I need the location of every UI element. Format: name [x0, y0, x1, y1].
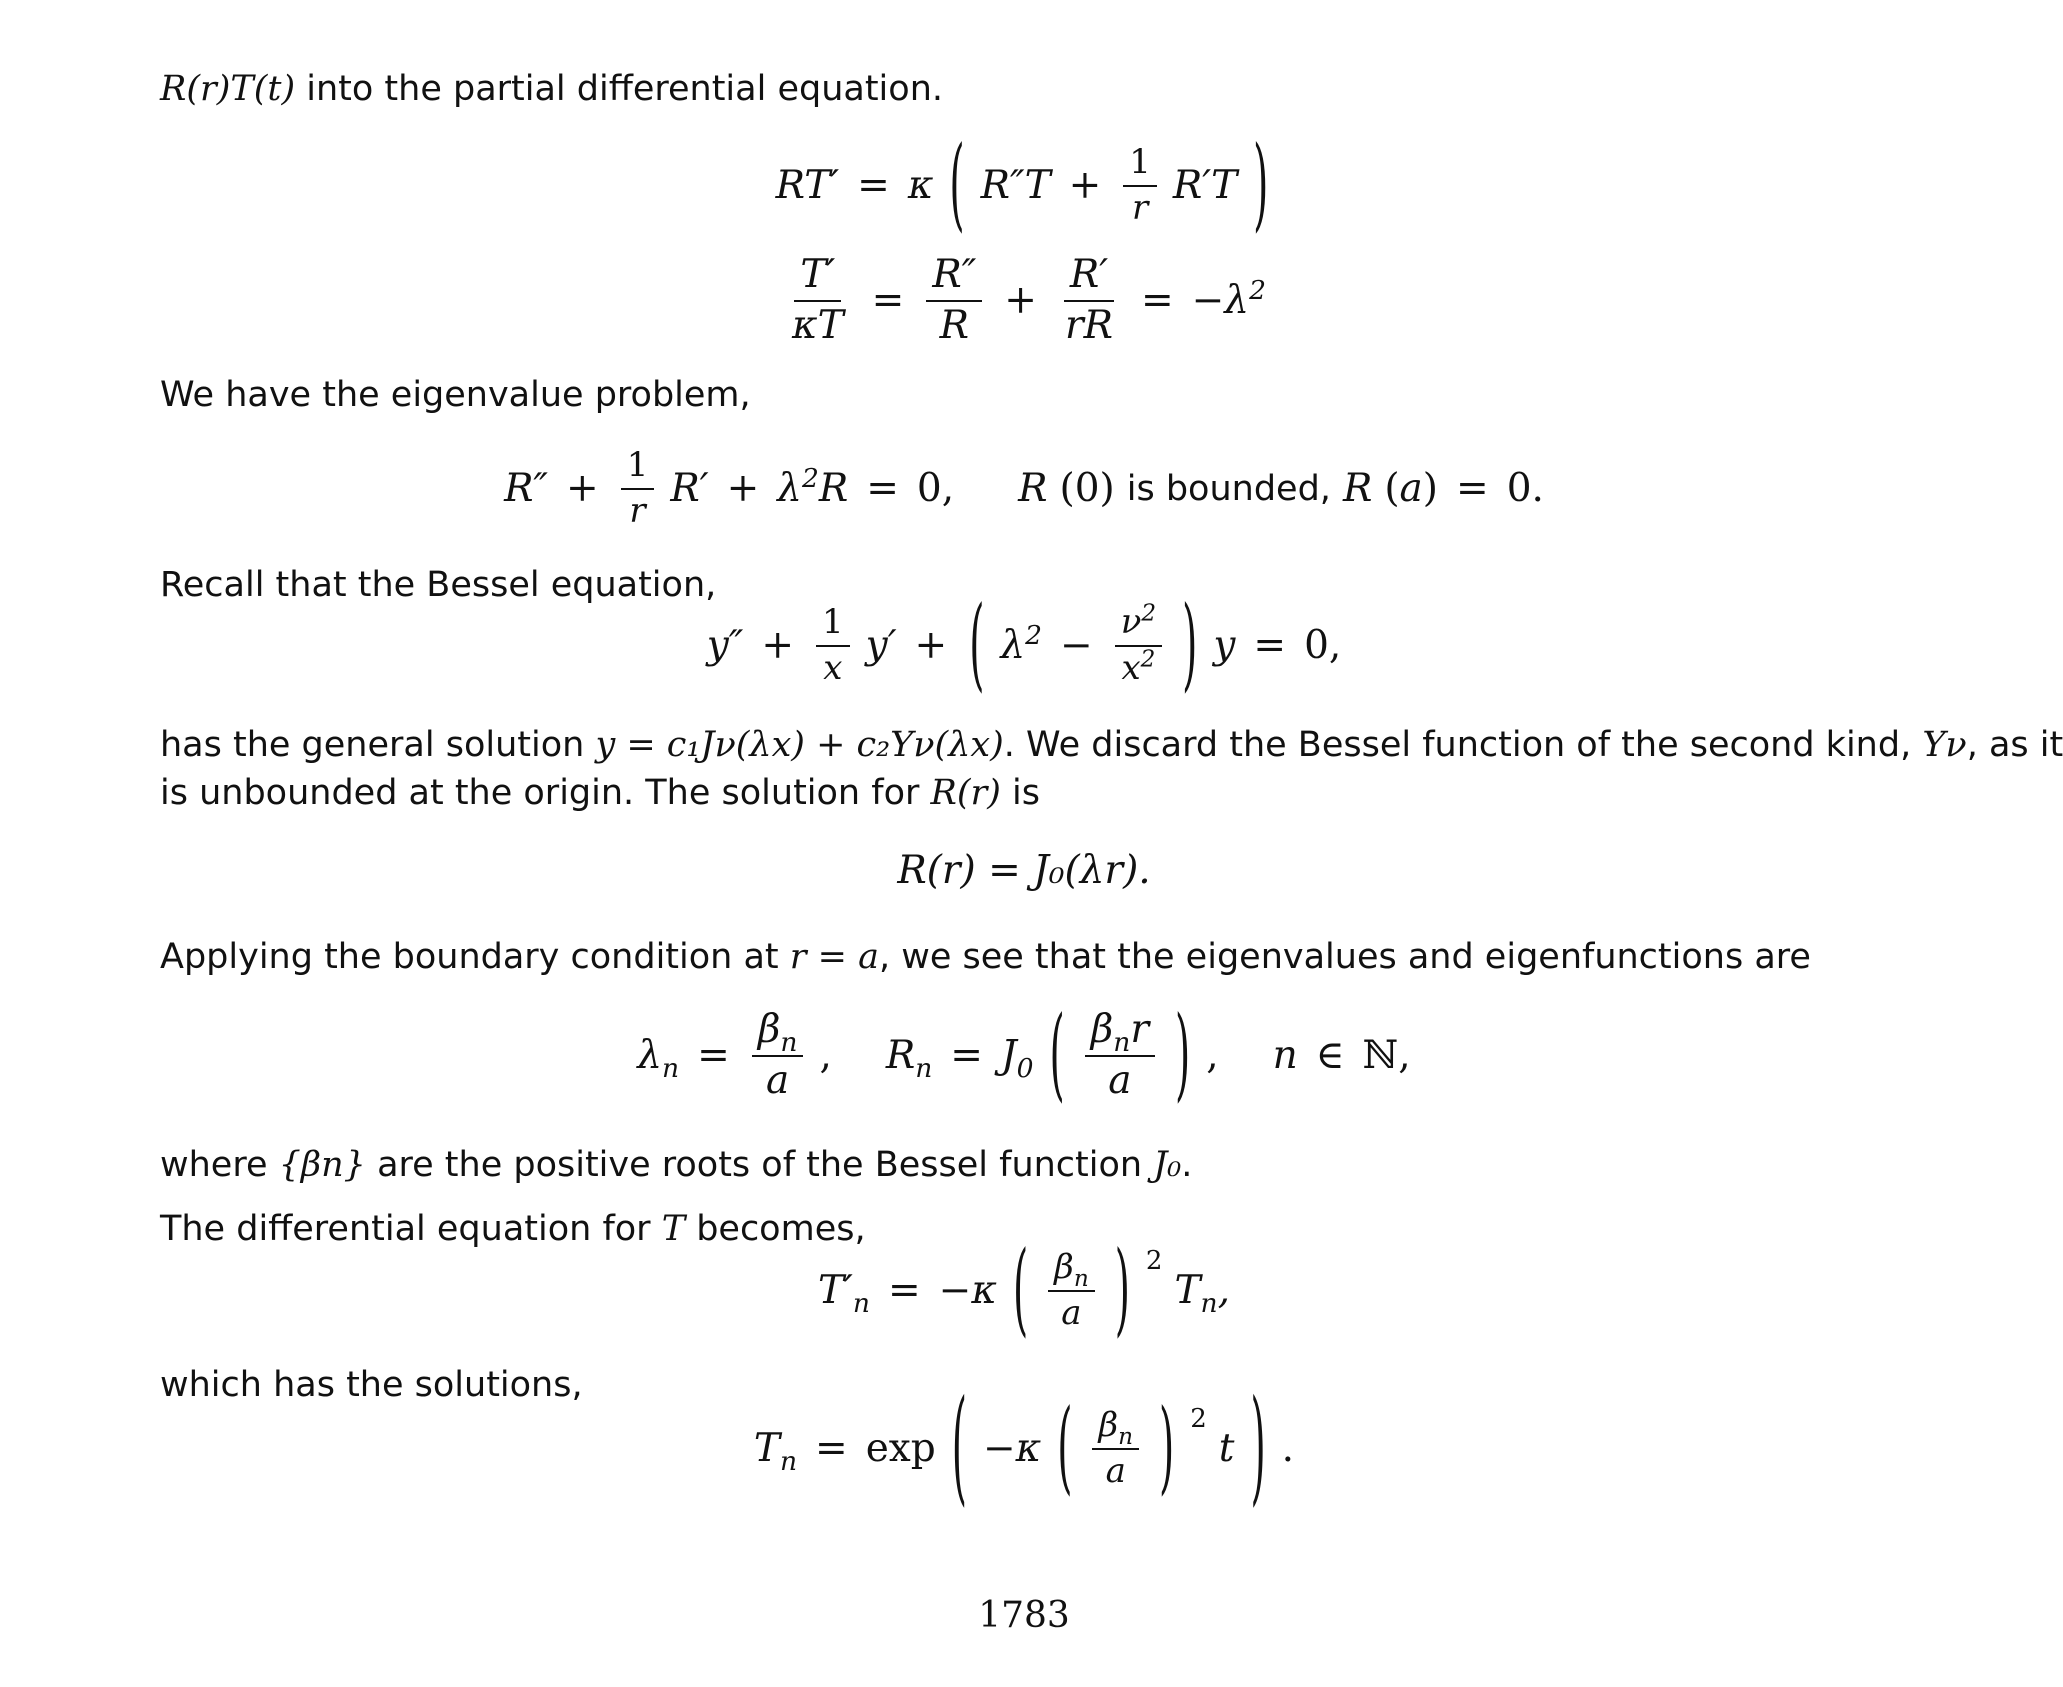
- inline-math-RT: R(r)T(t): [160, 69, 296, 109]
- page-number: 1783: [978, 1595, 1070, 1636]
- equation-bessel: y″ + $\frac{1}{x}$ y′ + ( $\lambda^2$ − $\frac{\nu^2}{x^2}$ ) y = 0,: [706, 587, 1342, 705]
- paragraph-boundary-condition: Applying the boundary condition at r = a, we see that the eigenvalues and eigenfunctions are: [160, 937, 1811, 977]
- equation-separated: $\frac{T'}{\kappa T}$ = $\frac{R''}{R}$ + $\frac{R'}{rR}$ = $-\lambda^2$: [792, 252, 1266, 348]
- paragraph-bessel-recall: Recall that the Bessel equation,: [160, 565, 717, 605]
- equation-separation: RT′ = κ ( R″T + $\frac{1}{r}$ R′T ): [775, 127, 1269, 245]
- equation-R-solution: R(r) = J₀(λr).: [897, 848, 1151, 893]
- paragraph-roots: where {βn} are the positive roots of the Bessel function J₀.: [160, 1145, 1193, 1185]
- paragraph-intro: [160, 64, 943, 114]
- paragraph-text: into the partial differential equation.: [295, 69, 944, 109]
- equation-T-solution: $T_n$ = exp ( −κ ( $\frac{\beta_n}{a}$ ) $^2$ t ) .: [753, 1376, 1295, 1521]
- paragraph-solutions: which has the solutions,: [160, 1365, 583, 1405]
- paragraph-general-solution: has the general solution y = c₁Jν(λx) + c₂Yν(λx). We discard the Bessel function of the second kind, Yν, as it: [160, 725, 2063, 765]
- paragraph-T-equation: The differential equation for T becomes,: [160, 1209, 866, 1249]
- equation-T-ode: $T'_n$ = −κ ( $\frac{\beta_n}{a}$ ) $^2$ $T_n$,: [818, 1232, 1230, 1350]
- paragraph-eigenvalue: We have the eigenvalue problem,: [160, 375, 751, 415]
- equation-eigenvalue-problem: R″ + $\frac{1}{r}$ R′ + $\lambda^2R$ = 0, R (0) is bounded, R (a) = 0.: [504, 445, 1544, 531]
- paragraph-solution-R: is unbounded at the origin. The solution for R(r) is: [160, 773, 1040, 813]
- equation-eigen: $\lambda_n$ = $\frac{\beta_n}{a}$ , $R_n$ = $J_0$ ( $\frac{\beta_nr}{a}$ ) , n ∈ ℕ,: [637, 997, 1411, 1115]
